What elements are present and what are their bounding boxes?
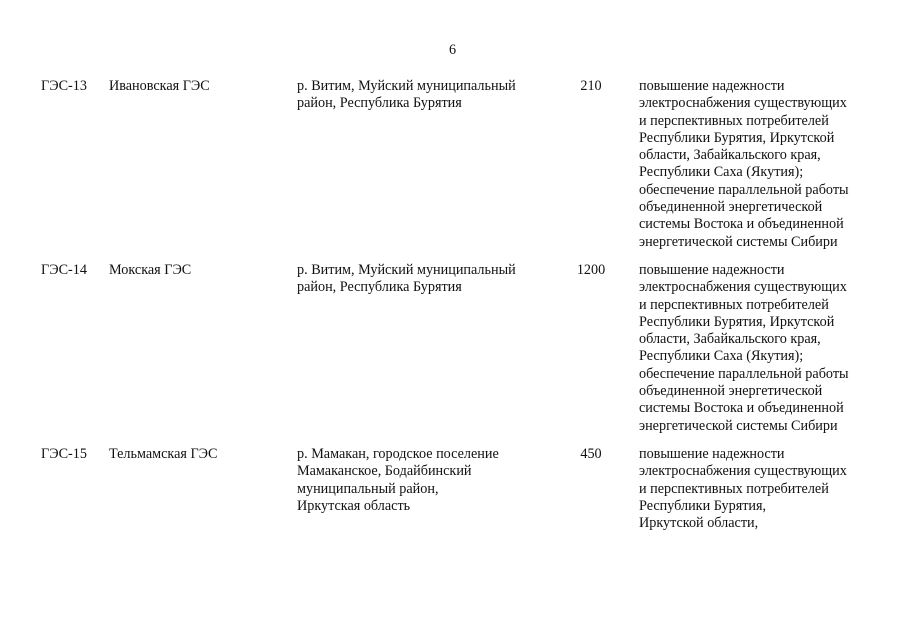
purpose-line: Республики Саха (Якутия);	[639, 164, 804, 181]
object-location	[297, 262, 516, 297]
object-name: Ивановская ГЭС	[109, 78, 210, 94]
location-line: район, Республика Бурятия	[297, 95, 462, 112]
object-code: ГЭС-13	[41, 78, 87, 94]
location-line: район, Республика Бурятия	[297, 279, 462, 296]
purpose-line: повышение надежности	[639, 262, 785, 278]
location-line: муниципальный район,	[297, 480, 439, 497]
object-purpose	[639, 446, 847, 532]
purpose-line: и перспективных потребителей	[639, 480, 829, 497]
purpose-line: повышение надежности	[639, 446, 785, 462]
object-power: 1200	[576, 262, 606, 278]
object-purpose	[639, 78, 849, 251]
purpose-line: электроснабжения существующих	[639, 95, 847, 112]
purpose-line: электроснабжения существующих	[639, 463, 847, 480]
object-purpose	[639, 262, 849, 435]
purpose-line: повышение надежности	[639, 78, 785, 94]
location-line: р. Витим, Муйский муниципальный	[297, 262, 516, 278]
object-location	[297, 78, 516, 113]
purpose-line: обеспечение параллельной работы	[639, 181, 849, 198]
purpose-line: системы Востока и объединенной	[639, 400, 844, 417]
purpose-line: системы Востока и объединенной	[639, 216, 844, 233]
purpose-line: Республики Бурятия,	[639, 497, 767, 514]
purpose-line: объединенной энергетической	[639, 383, 823, 400]
location-line: р. Витим, Муйский муниципальный	[297, 78, 516, 94]
object-power: 210	[580, 78, 602, 94]
purpose-line: энергетической системы Сибири	[639, 233, 838, 250]
object-location	[297, 446, 499, 515]
object-name: Тельмамская ГЭС	[109, 446, 218, 462]
location-line: Мамаканское, Бодайбинский	[297, 463, 472, 480]
purpose-line: обеспечение параллельной работы	[639, 365, 849, 382]
purpose-line: Иркутской области,	[639, 515, 759, 532]
purpose-line: Республики Бурятия, Иркутской	[639, 313, 835, 330]
location-line: р. Мамакан, городское поселение	[297, 446, 499, 462]
object-name: Мокская ГЭС	[109, 262, 192, 278]
purpose-line: электроснабжения существующих	[639, 279, 847, 296]
page-number: 6	[448, 42, 457, 58]
object-code: ГЭС-15	[41, 446, 87, 462]
object-power: 450	[580, 446, 602, 462]
purpose-line: Республики Саха (Якутия);	[639, 348, 804, 365]
purpose-line: и перспективных потребителей	[639, 112, 829, 129]
object-code: ГЭС-14	[41, 262, 87, 278]
purpose-line: области, Забайкальского края,	[639, 147, 821, 164]
purpose-line: Республики Бурятия, Иркутской	[639, 129, 835, 146]
purpose-line: объединенной энергетической	[639, 199, 823, 216]
location-line: Иркутская область	[297, 497, 411, 514]
purpose-line: и перспективных потребителей	[639, 296, 829, 313]
purpose-line: энергетической системы Сибири	[639, 417, 838, 434]
purpose-line: области, Забайкальского края,	[639, 331, 821, 348]
